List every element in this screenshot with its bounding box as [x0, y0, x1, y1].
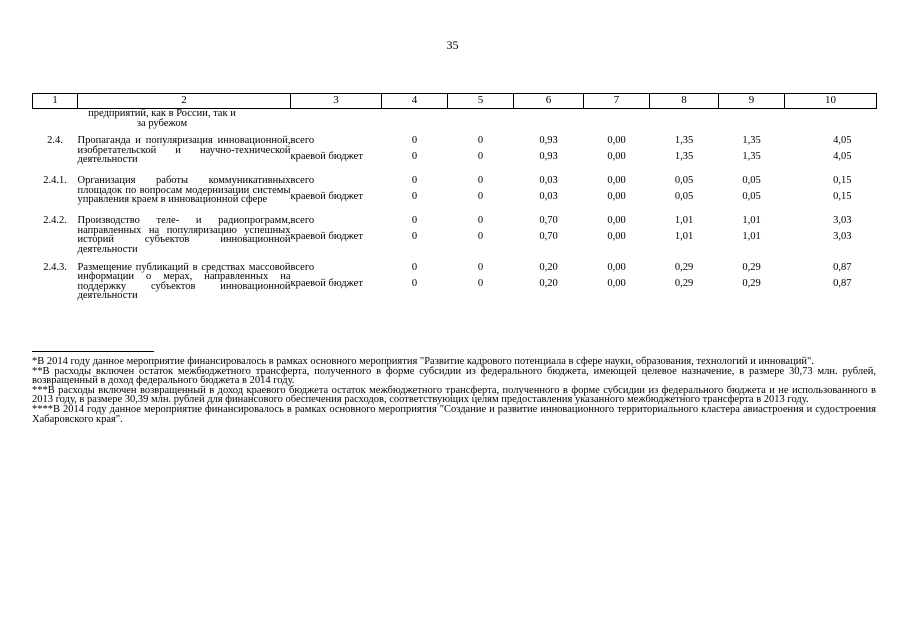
value: 0,20	[539, 277, 558, 289]
value: 0,29	[674, 277, 694, 289]
value-cell	[650, 216, 719, 254]
footnote: *В 2014 году данное мероприятие финансировалось в рамках основного мероприятия "Развитие кадрового потенциала в сфере науки, образования, технологий и инноваций".	[32, 356, 814, 367]
continuation-text: предприятий, как в России, так и за рубежом	[88, 108, 236, 129]
footnote-divider	[32, 351, 154, 352]
value: 0,70	[539, 215, 558, 227]
value: 1,35	[742, 151, 761, 163]
value: 1,01	[742, 215, 761, 227]
value-cell	[650, 176, 719, 208]
value: 0,29	[742, 277, 761, 289]
value: 0	[477, 277, 484, 289]
row-index: 2.4.1.	[43, 175, 67, 187]
value: 0,29	[742, 261, 761, 273]
value: 3,03	[833, 215, 852, 227]
value: 0	[411, 175, 418, 187]
value: 1,01	[674, 231, 694, 243]
column-header: 8	[650, 94, 719, 109]
value: 0	[411, 277, 418, 289]
funding-source: краевой бюджет	[290, 277, 363, 289]
footnote: ***В расходы включен возвращенный в доход краевого бюджета остаток межбюджетного трансферта, полученного в форме субсидии из федерального бюджета и не использованного в 2013 году, в размере 30,39 млн. рублей для финансового обеспечения расходов, соответствующих целям предоставления указанного межбюджетного трансферта в 2013 году.	[32, 384, 876, 406]
column-header: 7	[584, 94, 650, 109]
value-cell	[382, 216, 448, 254]
value: 0	[477, 191, 484, 203]
value: 0,00	[607, 261, 626, 273]
value: 0	[477, 135, 484, 147]
value: 0,87	[833, 261, 852, 273]
table-row	[33, 176, 877, 208]
value: 0,00	[607, 135, 626, 147]
value: 0,03	[539, 175, 558, 187]
funding-source-cell	[291, 216, 382, 254]
value: 0	[411, 231, 418, 243]
value: 0,15	[833, 191, 852, 203]
value: 0,00	[607, 231, 626, 243]
value-cell	[719, 263, 785, 301]
table-header-row	[33, 94, 877, 109]
value-cell	[514, 136, 584, 168]
value: 1,35	[742, 135, 761, 147]
value: 0	[477, 151, 484, 163]
table-row	[33, 263, 877, 301]
value: 0,03	[539, 191, 558, 203]
value: 0,00	[607, 215, 626, 227]
value: 0,70	[539, 231, 558, 243]
value: 0,93	[539, 151, 558, 163]
column-header: 6	[514, 94, 584, 109]
value: 4,05	[833, 135, 852, 147]
value-cell	[650, 136, 719, 168]
value: 4,05	[833, 151, 852, 163]
value: 0	[477, 261, 484, 273]
value: 0	[411, 191, 418, 203]
value: 1,35	[674, 151, 694, 163]
row-index: 2.4.2.	[43, 215, 67, 227]
footnotes	[32, 357, 876, 424]
funding-source: краевой бюджет	[290, 191, 363, 203]
value-cell	[785, 176, 877, 208]
footnote: ****В 2014 году данное мероприятие финансировалось в рамках основного мероприятия "Создание и развитие инновационного территориального кластера авиастроения и судостроения Хабаровского края".	[32, 403, 876, 425]
column-header: 3	[291, 94, 382, 109]
value-cell	[448, 136, 514, 168]
value-cell	[650, 263, 719, 301]
value: 0,29	[674, 261, 694, 273]
value-cell	[584, 216, 650, 254]
value-cell	[785, 216, 877, 254]
funding-source: всего	[290, 135, 315, 147]
value: 0,00	[607, 175, 626, 187]
funding-source-cell	[291, 176, 382, 208]
value-cell	[719, 216, 785, 254]
row-index: 2.4.	[47, 135, 63, 147]
funding-source: всего	[290, 261, 315, 273]
value: 0	[411, 215, 418, 227]
value: 0,15	[833, 175, 852, 187]
value-cell	[785, 263, 877, 301]
value: 1,35	[674, 135, 694, 147]
activity-name: Производство теле- и радиопрограмм, направленных на популяризацию успешных историй субъектов инновационной деятельности	[77, 215, 291, 255]
value-cell	[448, 263, 514, 301]
value: 0	[411, 135, 418, 147]
value-cell	[719, 136, 785, 168]
value: 0,05	[742, 191, 761, 203]
budget-table	[32, 93, 877, 301]
value: 0	[477, 175, 484, 187]
table-row	[33, 136, 877, 168]
column-header: 4	[382, 94, 448, 109]
value-cell	[382, 263, 448, 301]
funding-source: краевой бюджет	[290, 151, 363, 163]
value: 0,20	[539, 261, 558, 273]
value: 0	[411, 151, 418, 163]
column-header: 9	[719, 94, 785, 109]
column-header: 2	[78, 94, 291, 109]
funding-source-cell	[291, 136, 382, 168]
value: 0	[411, 261, 418, 273]
footnote: **В расходы включен остаток межбюджетного трансферта, полученного в форме субсидии из федерального бюджета, имеющей целевое назначение, в размере 30,73 млн. рублей, возвращенный в доход федерального бюджета в 2014 году.	[32, 365, 876, 387]
value-cell	[514, 176, 584, 208]
value-cell	[514, 216, 584, 254]
activity-name: Организация работы коммуникативных площадок по вопросам модернизации системы управления краем в инновационной сфере	[77, 175, 291, 206]
activity-name: Пропаганда и популяризация инновационной, изобретательской и научно-технической деятельности	[77, 135, 291, 166]
funding-source: всего	[290, 175, 315, 187]
value: 1,01	[742, 231, 761, 243]
value-cell	[719, 176, 785, 208]
value-cell	[584, 263, 650, 301]
value-cell	[382, 176, 448, 208]
page-number: 35	[446, 38, 459, 52]
row-index: 2.4.3.	[43, 261, 67, 273]
value: 1,01	[674, 215, 694, 227]
value-cell	[382, 136, 448, 168]
value: 0,87	[833, 277, 852, 289]
value: 0,00	[607, 151, 626, 163]
activity-name: Размещение публикаций в средствах массовой информации о мерах, направленных на поддержку субъектов инновационной деятельности	[77, 261, 291, 302]
value: 0	[477, 231, 484, 243]
value-cell	[448, 176, 514, 208]
column-header: 5	[448, 94, 514, 109]
value-cell	[514, 263, 584, 301]
funding-source: всего	[290, 215, 315, 227]
value-cell	[785, 136, 877, 168]
value: 0,00	[607, 191, 626, 203]
table-row	[33, 216, 877, 254]
value: 0,00	[607, 277, 626, 289]
value-cell	[584, 176, 650, 208]
column-header: 10	[785, 94, 877, 109]
value: 0	[477, 215, 484, 227]
value: 0,05	[742, 175, 761, 187]
value: 3,03	[833, 231, 852, 243]
column-header: 1	[33, 94, 78, 109]
value-cell	[448, 216, 514, 254]
funding-source-cell	[291, 263, 382, 301]
value-cell	[584, 136, 650, 168]
value: 0,05	[674, 191, 694, 203]
value: 0,05	[674, 175, 694, 187]
continuation-row	[33, 109, 877, 129]
value: 0,93	[539, 135, 558, 147]
funding-source: краевой бюджет	[290, 231, 363, 243]
